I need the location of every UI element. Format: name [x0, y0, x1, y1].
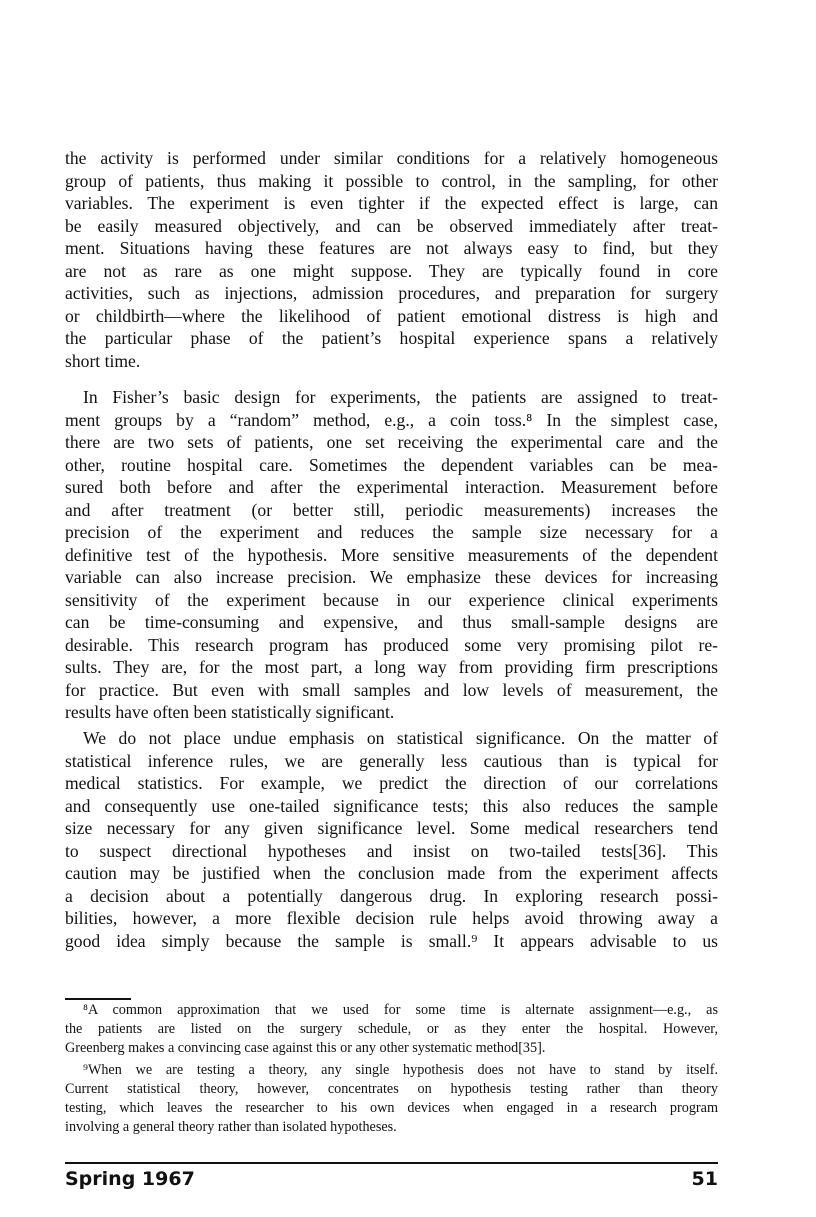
text-line: good idea simply because the sample is small.⁹ It appears advisable to us — [65, 930, 718, 951]
text-line: statistical inference rules, we are generally less cautious than is typical for — [65, 750, 718, 771]
text-line: ment. Situations having these features are not always easy to find, but they — [65, 238, 718, 258]
text-line: medical statistics. For example, we predict the direction of our correlations — [65, 773, 718, 793]
text-line: be easily measured objectively, and can be observed immediately after treat- — [65, 215, 718, 236]
text-line: are not as rare as one might suppose. They are typically found in core — [65, 260, 718, 281]
text-line: testing, which leaves the researcher to his own devices when engaged in a research program — [65, 1100, 718, 1116]
text-line: other, routine hospital care. Sometimes the dependent variables can be mea- — [65, 454, 718, 475]
text-line: the particular phase of the patient’s hospital experience spans a relatively — [65, 328, 718, 348]
text-line: ment groups by a “random” method, e.g., a coin toss.⁸ In the simplest case, — [65, 409, 718, 430]
text-line: to suspect directional hypotheses and insist on two-tailed tests[36]. This — [65, 840, 718, 861]
paragraph-3 — [65, 727, 718, 952]
text-line: variables. The experiment is even tighter if the expected effect is large, can — [65, 193, 718, 213]
text-line: bilities, however, a more flexible decision rule helps avoid throwing away a — [65, 908, 718, 928]
text-line: group of patients, thus making it possible to control, in the sampling, for other — [65, 170, 718, 191]
text-line: We do not place undue emphasis on statistical significance. On the matter of — [83, 728, 718, 748]
text-line: and consequently use one-tailed significance tests; this also reduces the sample — [65, 795, 718, 816]
text-line: desirable. This research program has produced some very promising pilot re- — [65, 634, 718, 655]
text-line: ⁸A common approximation that we used for some time is alternate assignment—e.g., as — [83, 1002, 718, 1018]
text-line: short time. — [65, 350, 141, 371]
text-line: or childbirth—where the likelihood of patient emotional distress is high and — [65, 305, 718, 326]
text-line: a decision about a potentially dangerous drug. In exploring research possi- — [65, 885, 718, 906]
text-line: and after treatment (or better still, periodic measurements) increases the — [65, 499, 718, 520]
text-line: ⁹When we are testing a theory, any single hypothesis does not have to stand by itself. — [83, 1062, 718, 1078]
page-number: 51 — [691, 1168, 718, 1190]
text-line: sured both before and after the experimental interaction. Measurement before — [65, 477, 718, 497]
text-line: Current statistical theory, however, concentrates on hypothesis testing rather than theory — [65, 1081, 718, 1097]
text-line: definitive test of the hypothesis. More sensitive measurements of the dependent — [65, 544, 718, 565]
text-line: caution may be justified when the conclusion made from the experiment affects — [65, 863, 718, 883]
text-line: activities, such as injections, admission procedures, and preparation for surgery — [65, 283, 718, 303]
text-line: variable can also increase precision. We emphasize these devices for increasing — [65, 567, 718, 587]
text-line: size necessary for any given significance level. Some medical researchers tend — [65, 818, 718, 838]
text-line: involving a general theory rather than isolated hypotheses. — [65, 1119, 397, 1135]
text-line: sensitivity of the experiment because in our experience clinical experiments — [65, 589, 718, 610]
footnote-rule — [65, 998, 131, 1000]
text-line: the activity is performed under similar conditions for a relatively homogeneous — [65, 148, 718, 168]
text-line: precision of the experiment and reduces the sample size necessary for a — [65, 522, 718, 542]
text-line: the patients are listed on the surgery schedule, or as they enter the hospital. However, — [65, 1021, 718, 1037]
text-line: there are two sets of patients, one set receiving the experimental care and the — [65, 432, 718, 452]
paragraph-2 — [65, 386, 718, 724]
footer-rule — [65, 1162, 718, 1164]
text-line: In Fisher’s basic design for experiments, the patients are assigned to treat- — [83, 387, 718, 407]
text-line: can be time-consuming and expensive, and thus small-sample designs are — [65, 612, 718, 632]
text-line: results have often been statistically significant. — [65, 702, 395, 722]
footnote-9 — [65, 1061, 718, 1137]
footer-issue: Spring 1967 — [65, 1168, 195, 1190]
text-line: sults. They are, for the most part, a long way from providing firm prescriptions — [65, 657, 718, 677]
footnote-8 — [65, 1001, 718, 1058]
text-line: Greenberg makes a convincing case against this or any other systematic method[35]. — [65, 1040, 546, 1056]
text-line: for practice. But even with small samples and low levels of measurement, the — [65, 679, 718, 700]
paragraph-1 — [65, 147, 718, 372]
